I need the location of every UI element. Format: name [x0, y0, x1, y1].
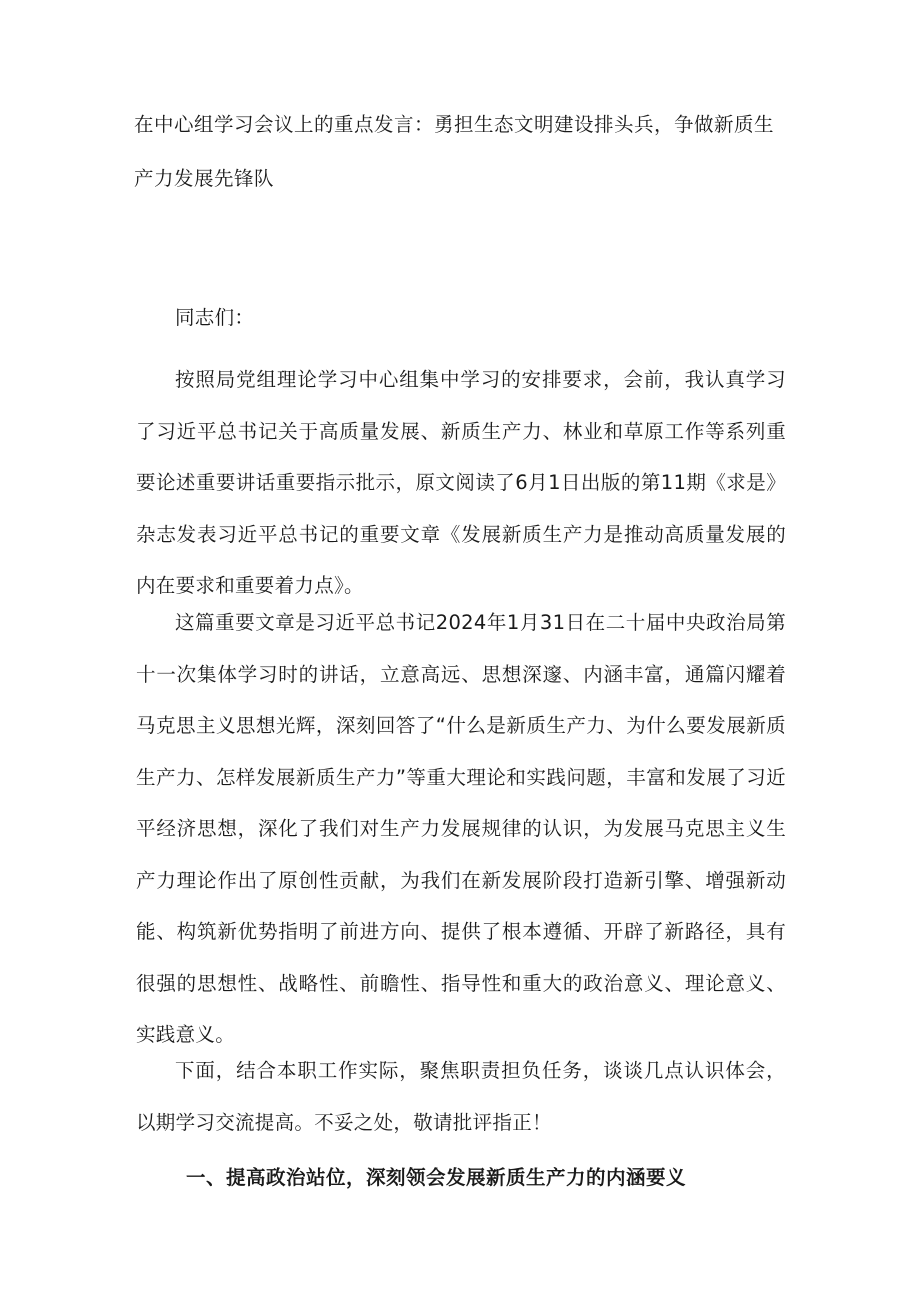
- section-heading: 一、提高政治站位，深刻领会发展新质生产力的内涵要义: [186, 1166, 687, 1189]
- greeting: 同志们：: [175, 306, 255, 329]
- paragraph-2: 这篇重要文章是习近平总书记2024年1月31日在二十届中央政治局第十一次集体学习时的讲话，立意高远、思想深邃、内涵丰富，通篇闪耀着马克思主义思想光辉，深刻回答了“什么是新质生产力、为什么要发展新质生产力、怎样发展新质生产力”等重大理论和实践问题，丰富和发展了习近平经济思想，深化了我们对生产力发展规律的认识，为发展马克思主义生产力理论作出了原创性贡献，为我们在新发展阶段打造新引擎、增强新动能、构筑新优势指明了前进方向、提供了根本遵循、开辟了新路径，具有很强的思想性、战略性、前瞻性、指导性和重大的政治意义、理论意义、实践意义。: [136, 611, 786, 1046]
- paragraph-3: 下面，结合本职工作实际，聚焦职责担负任务，谈谈几点认识体会，以期学习交流提高。不妥之处，敬请批评指正！: [136, 1059, 786, 1134]
- document-title: 在中心组学习会议上的重点发言：勇担生态文明建设排头兵，争做新质生产力发展先锋队: [134, 113, 775, 190]
- paragraph-1: 按照局党组理论学习中心组集中学习的安排要求，会前，我认真学习了习近平总书记关于高质量发展、新质生产力、林业和草原工作等系列重要论述重要讲话重要指示批示，原文阅读了6月1日出版的第11期《求是》杂志发表习近平总书记的重要文章《发展新质生产力是推动高质量发展的内在要求和重要着力点》。: [136, 368, 786, 597]
